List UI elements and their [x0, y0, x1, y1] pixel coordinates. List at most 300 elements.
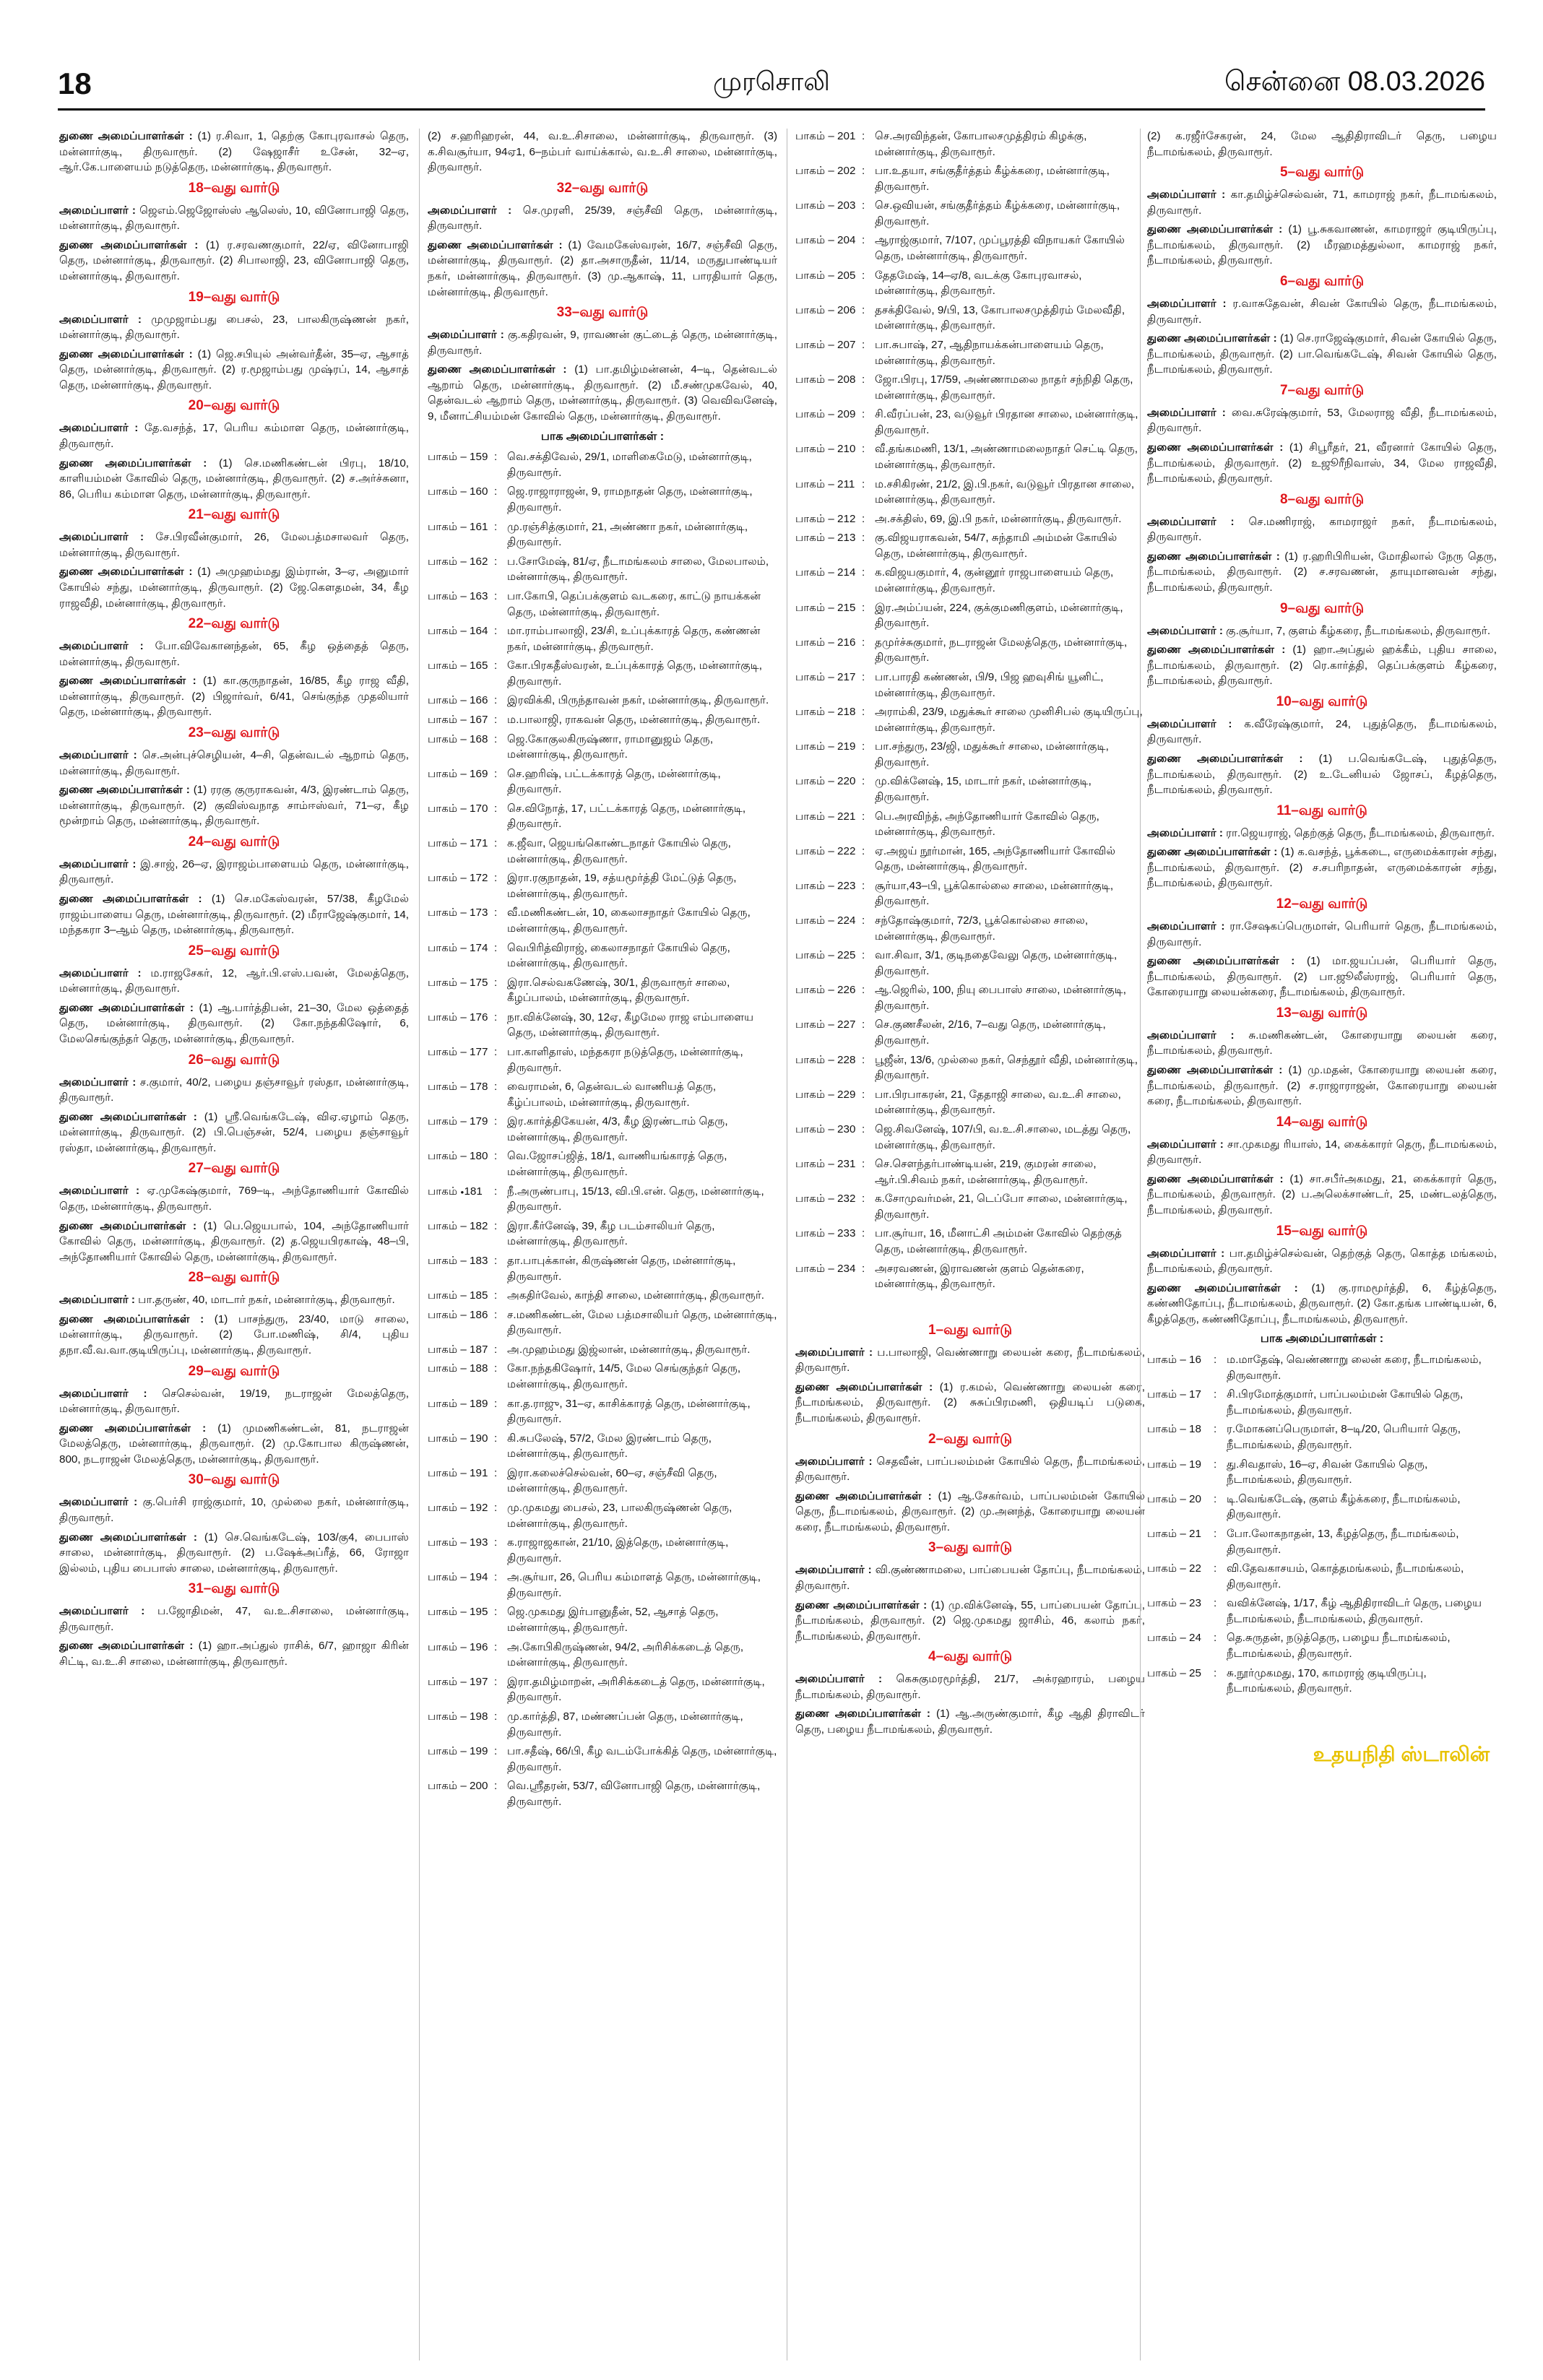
organizer-label: அமைப்பாளர் : — [1147, 297, 1227, 310]
booth-separator: : — [1214, 1597, 1217, 1610]
booth-entry: ஜெ.ராஜாராஜன், 9, ராமநாதன் தெரு, மன்னார்குடி, திருவாரூர். — [507, 485, 753, 514]
booth-row — [428, 1674, 777, 1705]
booth-number: பாகம் – 185 — [428, 1289, 488, 1302]
booth-separator: : — [1214, 1354, 1217, 1367]
entry-text: (1) கு.ராமமூர்த்தி, 6, கீழ்த்தெரு, கண்ணிதோப்பு, நீடாமங்கலம், திருவாரூர். (2) கோ.தங்க பாண்டியன், 6, கீழத்தெரு, கண்ணிதோப்பு, நீடாமங்கலம், திருவாரூர். — [1147, 1281, 1497, 1325]
organizer-label: அமைப்பாளர் : — [1147, 515, 1235, 528]
column-4 — [1147, 129, 1497, 2360]
entry — [1147, 1063, 1497, 1109]
booth-separator: : — [494, 732, 498, 745]
booth-separator: : — [494, 1502, 498, 1515]
booth-row — [795, 233, 1145, 264]
entry-text: சு.மணிகண்டன், கோரையாறு லையன் கரை, நீடாமங்கலம், திருவாரூர். — [1147, 1029, 1497, 1057]
booth-row — [428, 1148, 777, 1180]
booth-separator: : — [862, 512, 865, 525]
booth-number: பாகம் – 17 — [1147, 1388, 1201, 1401]
entry — [59, 312, 409, 343]
ward-heading: 27–வது வார்டு — [188, 1161, 280, 1177]
deputy-organizers-label: துணை அமைப்பாளர்கள் : — [59, 347, 193, 360]
booth-entry: வைராமன், 6, தென்வடல் வாணியத் தெரு, கீழ்ப்பாலம், மன்னார்குடி, திருவாரூர். — [507, 1081, 717, 1109]
booth-row — [795, 337, 1145, 368]
deputy-organizers-label: துணை அமைப்பாளர்கள் : — [1147, 441, 1284, 454]
ward-heading: 5–வது வார்டு — [1279, 165, 1365, 181]
deputy-organizers-label: துணை அமைப்பாளர்கள் : — [59, 456, 207, 469]
booth-separator: : — [862, 1193, 865, 1206]
entry-text: ப.ஜோதிமன், 47, வ.உ.சிசாலை, மன்னார்குடி, திருவாரூர். — [59, 1605, 409, 1633]
booth-number: பாகம் – 192 — [428, 1502, 488, 1515]
booth-entry: பா.சூர்யா, 16, மீனாட்சி அம்மன் கோவில் தெற்குத் தெரு, மன்னார்குடி, திருவாரூர். — [875, 1227, 1122, 1255]
entry — [59, 564, 409, 611]
entry-text: கு.கதிரவன், 9, ராவணன் குட்டைத் தெரு, மன்னார்குடி, திருவாரூர். — [428, 329, 777, 357]
booth-number: பாகம் – 183 — [428, 1254, 488, 1267]
booth-row — [795, 1261, 1145, 1292]
organizer-label: அமைப்பாளர் : — [59, 1496, 138, 1509]
entry — [59, 129, 409, 176]
entry-text: செசெல்வன், 19/19, நடராஜன் மேலத்தெரு, மன்னார்குடி, திருவாரூர். — [59, 1387, 409, 1416]
ward-heading: 1–வது வார்டு — [928, 1322, 1013, 1338]
booth-number: பாகம் – 216 — [795, 636, 856, 649]
entry — [795, 1562, 1145, 1593]
deputy-organizers-label: துணை அமைப்பாளர்கள் : — [1147, 846, 1278, 859]
booth-number: பாகம் – 180 — [428, 1150, 488, 1163]
booth-row — [428, 1744, 777, 1775]
booth-number: பாகம் – 23 — [1147, 1597, 1201, 1610]
booth-number: பாகம் – 205 — [795, 269, 856, 282]
booth-separator: : — [494, 941, 498, 954]
booth-entry: செ.விநோத், 17, பட்டக்காரத் தெரு, மன்னார்குடி, திருவாரூர். — [507, 802, 746, 831]
booth-row — [1147, 1666, 1497, 1697]
booth-row — [795, 565, 1145, 596]
booth-entry: ஆராஜ்குமார், 7/107, முப்பூரத்தி விநாயகர் கோயில் தெரு, மன்னார்குடி, திருவாரூர். — [875, 234, 1125, 263]
entry-text: (1) ர.கமல், வெண்ணாறு லையன் கரை, நீடாமங்கலம், திருவாரூர். (2) சுசுப்பிரமணி, ஒதியடிப் படுகை, நீடாமங்கலம், திருவாரூர். — [795, 1380, 1145, 1425]
section-heading: பாக அமைப்பாளர்கள் : — [1260, 1333, 1384, 1346]
booth-number: பாகம் – 177 — [428, 1045, 488, 1058]
booth-row — [1147, 1596, 1497, 1627]
booth-entry: இர.அம்ப்யன், 224, குக்குமணிகுளம், மன்னார்குடி, திருவாரூர். — [875, 601, 1123, 630]
booth-row — [795, 268, 1145, 299]
booth-row — [428, 1079, 777, 1110]
booth-entry: நா.விக்னேஷ், 30, 12ஏ, கீழமேல ராஜ எம்பாளைய தெரு, மன்னார்குடி, திருவாரூர். — [507, 1011, 754, 1039]
booth-separator: : — [862, 373, 865, 386]
column-1 — [59, 129, 409, 2360]
booth-row — [428, 1253, 777, 1284]
booth-separator: : — [494, 1362, 498, 1375]
booth-row — [428, 801, 777, 832]
entry-text: (1) ஹா.அப்துல் ஹக்கீம், புதிய சாலை, நீடாமங்கலம், திருவாரூர். (2) ரெ.கார்த்தி, தெப்பக்குளம் கீழ்கரை, நீடாமங்கலம், திருவாரூர். — [1147, 644, 1497, 688]
organizer-label: அமைப்பாளர் : — [59, 204, 136, 217]
booth-row — [795, 372, 1145, 403]
booth-separator: : — [494, 1045, 498, 1058]
entry — [59, 1386, 409, 1417]
entry — [1147, 296, 1497, 327]
ward-heading: 25–வது வார்டு — [188, 943, 280, 959]
booth-separator: : — [862, 949, 865, 962]
entry-text: ம.ராஜசேகர், 12, ஆர்.பி.எஸ்.பவன், மேலத்தெரு, மன்னார்குடி, திருவாரூர். — [59, 966, 409, 995]
booth-entry: இரா.கலைச்செல்வன், 60–ஏ, சஞ்சீவி தெரு, மன்னார்குடி, திருவாரூர். — [507, 1466, 717, 1495]
entry — [59, 1604, 409, 1635]
booth-number: பாகம் – 214 — [795, 566, 856, 579]
ward-heading: 2–வது வார்டு — [928, 1431, 1013, 1447]
entry — [59, 1292, 409, 1308]
booth-entry: வெபிரித்விராஜ், கைலாசநாதர் கோயில் தெரு, மன்னார்குடி, திருவாரூர். — [507, 941, 730, 970]
booth-entry: ர.மோகனப்பெருமாள், 8–டி/20, பெரியார் தெரு, நீடாமங்கலம், திருவாரூர். — [1227, 1423, 1461, 1452]
booth-number: பாகம் – 222 — [795, 844, 856, 857]
ward-heading: 21–வது வார்டு — [188, 507, 280, 523]
entry — [428, 238, 777, 300]
booth-row — [428, 766, 777, 797]
booth-separator: : — [494, 1115, 498, 1128]
booth-number: பாகம் – 168 — [428, 732, 488, 745]
booth-separator: : — [494, 1081, 498, 1094]
booth-number: பாகம் – 231 — [795, 1158, 856, 1171]
booth-number: பாகம் – 186 — [428, 1308, 488, 1321]
booth-separator: : — [862, 810, 865, 823]
booth-number: பாகம் – 176 — [428, 1011, 488, 1024]
booth-number: பாகம் – 233 — [795, 1227, 856, 1240]
deputy-organizers-label: துணை அமைப்பாளர்கள் : — [1147, 332, 1277, 345]
booth-row — [795, 477, 1145, 508]
booth-entry: க.சோமுவர்மன், 21, டெப்போ சாலை, மன்னார்குடி, திருவாரூர். — [875, 1193, 1128, 1221]
booth-entry: ம.மாதேஷ், வெண்ணாறு லைன் கரை, நீடாமங்கலம், திருவாரூர். — [1227, 1354, 1482, 1382]
entry-text: வி.குண்ணாமலை, பாப்பையன் தோப்பு, நீடாமங்கலம், திருவாரூர். — [795, 1564, 1145, 1592]
organizer-label: அமைப்பாளர் : — [1147, 189, 1226, 202]
booth-entry: கி.சுபலேஷ், 57/2, மேல இரண்டாம் தெரு, மன்னார்குடி, திருவாரூர். — [507, 1432, 712, 1461]
entry-text: வை.சுரேஷ்குமார், 53, மேலராஜ வீதி, நீடாமங்கலம், திருவாரூர். — [1147, 406, 1497, 435]
organizer-label: அமைப்பாளர் : — [1147, 406, 1226, 419]
ward-heading: 32–வது வார்டு — [556, 180, 649, 196]
booth-row — [1147, 1387, 1497, 1418]
entry — [795, 1671, 1145, 1702]
entry-text: ர.வாசுதேவன், சிவன் கோயில் தெரு, நீடாமங்கலம், திருவாரூர். — [1147, 297, 1497, 326]
ward-heading: 7–வது வார்டு — [1279, 382, 1365, 398]
booth-number: பாகம் – 221 — [795, 810, 856, 823]
booth-entry: பா.காளிதாஸ், மந்தகரா நடுத்தெரு, மன்னார்குடி, திருவாரூர். — [507, 1045, 743, 1074]
booth-number: பாகம் – 171 — [428, 837, 488, 850]
booth-separator: : — [862, 984, 865, 997]
booth-entry: செ.குணசீலன், 2/16, 7–வது தெரு, மன்னார்குடி, திருவாரூர். — [875, 1018, 1106, 1047]
booth-number: பாகம் – 160 — [428, 485, 488, 498]
booth-separator: : — [494, 625, 498, 638]
booth-number: பாகம் – 167 — [428, 714, 488, 726]
booth-entry: அ.முஹம்மது இஜ்லான், மன்னார்குடி, திருவாரூர். — [507, 1343, 751, 1356]
organizer-label: அமைப்பாளர் : — [59, 422, 139, 435]
booth-row — [1147, 1492, 1497, 1523]
deputy-organizers-label: துணை அமைப்பாளர்கள் : — [1147, 955, 1295, 968]
booth-entry: செ.அரவிந்தன், கோபாலசமுத்திரம் கிழக்கு, மன்னார்குடி, திருவாரூர். — [875, 130, 1087, 158]
booth-number: பாகம் – 232 — [795, 1193, 856, 1206]
organizer-label: அமைப்பாளர் : — [795, 1346, 873, 1359]
booth-number: பாகம் – 175 — [428, 976, 488, 989]
entry — [1147, 919, 1497, 950]
booth-entry: கோ.பிரகதீஸ்வரன், உப்புக்காரத் தெரு, மன்னார்குடி, திருவாரூர். — [507, 659, 763, 688]
entry-text: முமுஜாம்பது பைசல், 23, பாலகிருஷ்ணன் நகர், மன்னார்குடி, திருவாரூர். — [59, 313, 409, 342]
booth-separator: : — [862, 775, 865, 788]
booth-number: பாகம் – 193 — [428, 1536, 488, 1549]
booth-row — [428, 554, 777, 585]
booth-number: பாகம் – 215 — [795, 601, 856, 614]
booth-separator: : — [494, 1308, 498, 1321]
entry — [59, 1075, 409, 1106]
booth-separator: : — [1214, 1632, 1217, 1645]
booth-separator: : — [862, 1227, 865, 1240]
booth-number: பாகம் – 173 — [428, 906, 488, 919]
booth-number: பாகம் – 165 — [428, 659, 488, 672]
ward-heading: 28–வது வார்டு — [188, 1270, 280, 1286]
booth-number: பாகம் – 218 — [795, 706, 856, 719]
ward-heading: 24–வது வார்டு — [188, 834, 280, 849]
booth-separator: : — [862, 408, 865, 421]
deputy-organizers-label: துணை அமைப்பாளர்கள் : — [59, 566, 193, 579]
booth-number: பாகம் – 224 — [795, 914, 856, 927]
ward-heading: 14–வது வார்டு — [1276, 1114, 1368, 1130]
booth-separator: : — [1214, 1666, 1217, 1679]
booth-entry: வீ.மணிகண்டன், 10, கைலாசநாதர் கோயில் தெரு, மன்னார்குடி, திருவாரூர். — [507, 906, 751, 935]
booth-number: பாகம் – 226 — [795, 984, 856, 997]
booth-number: பாகம் – 195 — [428, 1606, 488, 1619]
booth-entry: ம.பாலாஜி, ராகவன் தெரு, மன்னார்குடி, திருவாரூர். — [507, 714, 761, 726]
entry-text: கா.தமிழ்ச்செல்வன், 71, காமராஜ் நகர், நீடாமங்கலம், திருவாரூர். — [1147, 189, 1497, 217]
entry — [59, 1109, 409, 1156]
booth-number: பாகம் – 206 — [795, 303, 856, 316]
booth-separator: : — [494, 555, 498, 568]
deputy-organizers-label: துணை அமைப்பாளர்கள் : — [59, 1312, 204, 1325]
entry — [428, 362, 777, 424]
booth-row — [1147, 1457, 1497, 1488]
booth-row — [428, 1570, 777, 1601]
booth-row — [428, 712, 777, 728]
booth-entry: செ.சௌந்தர்பாண்டியன், 219, குமரன் சாலை, ஆர்.பி.சிவம் நகர், மன்னார்குடி, திருவாரூர். — [875, 1158, 1097, 1186]
booth-row — [795, 844, 1145, 875]
booth-separator: : — [862, 670, 865, 683]
page-header — [0, 0, 1543, 108]
entry — [1147, 1246, 1497, 1277]
booth-entry: தா.பாபுக்கான், கிருஷ்ணன் தெரு, மன்னார்குடி, திருவாரூர். — [507, 1254, 736, 1283]
booth-row — [428, 1500, 777, 1531]
newspaper-name: முரசொலி — [713, 66, 830, 96]
booth-separator: : — [862, 636, 865, 649]
entry — [59, 1494, 409, 1526]
booth-row — [428, 1466, 777, 1497]
booth-entry: வா.சிவா, 3/1, குடிநதைவேலு தெரு, மன்னார்குடி, திருவாரூர். — [875, 949, 1118, 977]
page-number: 18 — [58, 66, 92, 100]
booth-row — [795, 982, 1145, 1013]
entry-continuation: (2) க.ரஜீர்சேகரன், 24, மேல ஆதிதிராவிடர் தெரு, பழைய நீடாமங்கலம், திருவாரூர். — [1147, 130, 1497, 158]
entry-text: (1) ர.சிவா, 1, தெற்கு கோபுரவாசல் தெரு, மன்னார்குடி, திருவாரூர். (2) ஷேஜாசீர் உசேன், 32–ஏ, ஆர்.கே.பாளையம் நடுத்தெரு, மன்னார்குடி, திருவாரூர். — [59, 130, 409, 174]
booth-row — [795, 774, 1145, 805]
booth-number: பாகம் – 19 — [1147, 1458, 1201, 1471]
ward-heading: 10–வது வார்டு — [1276, 693, 1368, 709]
entry-text: (1) பெ.ஜெயபால், 104, அந்தோணியார் கோவில் தெரு, மன்னார்குடி, திருவாரூர். (2) த.ஜெயபிரகாஷ், 48–பி, அந்தோணியார் கோவில் தெரு, மன்னார்குடி, திருவாரூர். — [59, 1219, 409, 1263]
deputy-organizers-label: துணை அமைப்பாளர்கள் : — [59, 1640, 194, 1653]
entry — [59, 420, 409, 451]
organizer-label: அமைப்பாளர் : — [1147, 717, 1232, 730]
booth-number: பாகம் – 174 — [428, 941, 488, 954]
booth-separator: : — [862, 1158, 865, 1171]
booth-separator: : — [862, 914, 865, 927]
deputy-organizers-label: துணை அமைப்பாளர்கள் : — [1147, 753, 1303, 765]
organizer-label: அமைப்பாளர் : — [795, 1564, 872, 1577]
booth-separator: : — [494, 1011, 498, 1024]
entry — [1147, 1028, 1497, 1059]
booth-entry: இரா.தமிழ்மாறன், அரிசிக்கடைத் தெரு, மன்னார்குடி, திருவாரூர். — [507, 1675, 765, 1704]
booth-row — [428, 940, 777, 972]
booth-row — [428, 693, 777, 709]
entry-text: க.வீரேஷ்குமார், 24, புதுத்தெரு, நீடாமங்கலம், திருவாரூர். — [1147, 717, 1497, 746]
booth-number: பாகம் – 163 — [428, 589, 488, 602]
ward-heading: 8–வது வார்டு — [1279, 491, 1365, 507]
booth-separator: : — [494, 1254, 498, 1267]
booth-number: பாகம் – 203 — [795, 199, 856, 212]
booth-number: பாகம் – 202 — [795, 165, 856, 178]
deputy-organizers-label: துணை அமைப்பாளர்கள் : — [795, 1708, 930, 1721]
section-heading: பாக அமைப்பாளர்கள் : — [540, 430, 665, 443]
entry — [59, 857, 409, 888]
booth-row — [428, 905, 777, 936]
booth-number: பாகம் – 210 — [795, 443, 856, 456]
booth-entry: கு.விஜயராகவன், 54/7, சுந்தாமி அம்மன் கோயில் தெரு, மன்னார்குடி, திருவாரூர். — [875, 532, 1118, 560]
deputy-organizers-label: துணை அமைப்பாளர்கள் : — [1147, 550, 1280, 563]
organizer-label: அமைப்பாளர் : — [428, 329, 504, 342]
columns-area — [0, 129, 1543, 2360]
booth-separator: : — [494, 1571, 498, 1584]
booth-separator: : — [494, 714, 498, 726]
booth-separator: : — [494, 1397, 498, 1410]
booth-separator: : — [862, 165, 865, 178]
deputy-organizers-label: துணை அமைப்பாளர்கள் : — [59, 1110, 197, 1123]
booth-number: பாகம் – 200 — [428, 1780, 488, 1793]
booth-number: பாகம் – 159 — [428, 451, 488, 464]
column-divider — [419, 129, 420, 2360]
booth-entry: இரா.கீர்னேஷ், 39, கீழ படம்சாலியர் தெரு, மன்னார்குடி, திருவாரூர். — [507, 1219, 715, 1248]
entry-text: செதவீன், பாப்பலம்மன் கோயில் தெரு, நீடாமங்கலம், திருவாரூர். — [795, 1455, 1145, 1484]
entry-continuation: (2) ச.ஹரிஹரன், 44, வ.உ.சிசாலை, மன்னார்குடி, திருவாரூர். (3) க.சிவசூர்யா, 94ஏ1, 6–நம்பர் வாய்க்கால், வ.உ.சி சாலை, மன்னார்குடி, திருவாரூர். — [428, 130, 777, 174]
booth-separator: : — [862, 269, 865, 282]
ward-heading: 9–வது வார்டு — [1279, 600, 1365, 616]
deputy-organizers-label: துணை அமைப்பாளர்கள் : — [1147, 1064, 1283, 1076]
entry — [1147, 953, 1497, 1000]
entry-text: (1) முமணிகண்டன், 81, நடராஜன் மேலத்தெரு, மன்னார்குடி, திருவாரூர். (2) மு.கோபால கிருஷ்ணன், 800, நடராஜன் மேலத்தெரு, மன்னார்குடி, திருவாரூர். — [59, 1421, 409, 1466]
booth-entry: கோ.நந்தகிஷோர், 14/5, மேல செங்குந்தர் தெரு, மன்னார்குடி, திருவாரூர். — [507, 1362, 741, 1390]
entry-text: (1) செ.மணிகண்டன் பிரபு, 18/10, காளியம்மன் கோவில் தெரு, மன்னார்குடி, திருவாரூர். (2) ச.அர்ச்சுனா, 86, பெரிய கம்மாள தெரு, மன்னார்குடி, திருவாரூர். — [59, 456, 409, 501]
booth-number: பாகம் – 212 — [795, 512, 856, 525]
booth-number: பாகம் – 188 — [428, 1362, 488, 1375]
booth-separator: : — [494, 906, 498, 919]
entry — [59, 1000, 409, 1047]
booth-entry: அ.சக்திஸ், 69, இ.பி நகர், மன்னார்குடி, திருவாரூர். — [875, 512, 1122, 525]
entry-text: (1) வேமகேஸ்வரன், 16/7, சஞ்சீவி தெரு, மன்னார்குடி, திருவாரூர். (2) தா.அசாருதீன், 11/14, மருதுபாண்டியர் நகர், மன்னார்குடி, திருவாரூர். (3) மு.ஆகாஷ், 11, பாரதியார் தெரு, மன்னார்குடி, திருவாரூர். — [428, 238, 777, 298]
booth-number: பாகம் – 197 — [428, 1675, 488, 1688]
booth-number: பாகம் – 169 — [428, 767, 488, 780]
column-divider — [1140, 129, 1141, 2360]
organizer-label: அமைப்பாளர் : — [59, 1076, 137, 1089]
booth-number: பாகம் – 25 — [1147, 1666, 1201, 1679]
booth-number: பாகம் – 196 — [428, 1640, 488, 1653]
booth-row — [428, 1535, 777, 1566]
entry-text: (1) செ.வெங்கடேஷ், 103/கு4, பைபாஸ் சாலை, மன்னார்குடி, திருவாரூர். (2) ப.ஷேக்அப்ரீத், 66, ரோஜா இல்லம், புதிய பைபாஸ் சாலை, மன்னார்குடி, திருவாரூர். — [59, 1531, 409, 1575]
booth-row — [428, 1288, 777, 1304]
booth-row — [428, 1604, 777, 1635]
entry-text: (1) செ.ராஜேஷ்குமார், சிவன் கோயில் தெரு, நீடாமங்கலம், திருவாரூர். (2) பா.வெங்கடேஷ், சிவன் கோயில் தெரு, நீடாமங்கலம், திருவாரூர். — [1147, 332, 1497, 376]
deputy-organizers-label: துணை அமைப்பாளர்கள் : — [1147, 644, 1286, 657]
booth-number: பாகம் – 162 — [428, 555, 488, 568]
ward-heading: 12–வது வார்டு — [1276, 896, 1368, 912]
booth-entry: அகதிர்வேல், காந்தி சாலை, மன்னார்குடி, திருவாரூர். — [507, 1289, 765, 1302]
entry-text: (1) சிபூரீதர், 21, வீரனார் கோயில் தெரு, நீடாமங்கலம், திருவாரூர். (2) உஜூரீநிவாஸ், 34, மேல ராஜவீதி, நீடாமங்கலம், திருவாரூர். — [1147, 441, 1497, 485]
entry-text: ச.குமார், 40/2, பழைய தஞ்சாவூர் ரஸ்தா, மன்னார்குடி, திருவாரூர். — [59, 1076, 409, 1104]
booth-number: பாகம் – 178 — [428, 1081, 488, 1094]
entry — [1147, 331, 1497, 378]
booth-row — [795, 530, 1145, 561]
entry — [795, 1489, 1145, 1536]
entry-text: (1) க.வசந்த், பூக்கடை, எருமைக்காரன் சந்து, நீடாமங்கலம், திருவாரூர். (2) ச.சபரிநாதன், எருமைக்காரன் சந்து, நீடாமங்கலம், திருவாரூர். — [1147, 846, 1497, 890]
booth-row — [795, 198, 1145, 229]
booth-separator: : — [1214, 1562, 1217, 1575]
entry — [59, 203, 409, 234]
booth-row — [428, 836, 777, 867]
booth-separator: : — [1214, 1388, 1217, 1401]
entry-text: பா.தருண், 40, மாடார் நகர், மன்னார்குடி, திருவாரூர். — [138, 1294, 395, 1307]
booth-separator: : — [1214, 1458, 1217, 1471]
booth-separator: : — [494, 1466, 498, 1479]
booth-row — [795, 1156, 1145, 1187]
booth-separator: : — [862, 199, 865, 212]
entry-text: (1) கா.குருநாதன், 16/85, கீழ ராஜ வீதி, மன்னார்குடி, திருவாரூர். (2) பிஜார்வர், 6/41, செங்குந்த முதலியார் தெரு, மன்னார்குடி, திருவாரூர். — [59, 675, 409, 719]
booth-number: பாகம் – 161 — [428, 520, 488, 533]
booth-number: பாகம் – 24 — [1147, 1632, 1201, 1645]
entry-text: செ.மணிராஜ், காமராஜர் நகர், நீடாமங்கலம், திருவாரூர். — [1147, 515, 1497, 544]
ward-heading: 15–வது வார்டு — [1276, 1223, 1368, 1239]
booth-entry: பா.பாரதி கண்ணன், பி/9, பிஜ ஹவுசிங் யூனிட், மன்னார்குடி, திருவாரூர். — [875, 670, 1104, 699]
entry — [1147, 549, 1497, 596]
entry-text: (1) செ.மகேஸ்வரன், 57/38, கீழமேல் ராஜம்பாளைய தெரு, மன்னார்குடி, திருவாரூர். (2) மீராஜேஷ்குமார், 14, மந்தகரா 3–ஆம் தெரு, மன்னார்குடி, திருவாரூர். — [59, 893, 409, 937]
booth-number: பாகம் – 20 — [1147, 1492, 1201, 1505]
booth-row — [795, 303, 1145, 334]
entry — [59, 1421, 409, 1468]
booth-separator: : — [494, 451, 498, 464]
booth-separator: : — [862, 303, 865, 316]
booth-number: பாகம் – 201 — [795, 130, 856, 142]
entry — [59, 748, 409, 779]
booth-row — [1147, 1526, 1497, 1557]
booth-entry: வெ.ஸ்ரீதரன், 53/7, வினோபாஜி தெரு, மன்னார்குடி, திருவாரூர். — [507, 1780, 761, 1808]
entry — [795, 1706, 1145, 1737]
booth-entry: இரவிக்கி, பிருந்தாவன் நகர், மன்னார்குடி, திருவாரூர். — [507, 694, 769, 707]
entry — [1147, 1172, 1497, 1219]
entry-text: ரா.சேஷகப்பெருமாள், பெரியார் தெரு, நீடாமங்கலம், திருவாரூர். — [1147, 919, 1497, 948]
organizer-label: அமைப்பாளர் : — [59, 1387, 147, 1400]
booth-separator: : — [494, 659, 498, 672]
booth-separator: : — [862, 1018, 865, 1031]
entry-text: (1) சா.சபீர்அகமது, 21, கைக்காரர் தெரு, நீடாமங்கலம், திருவாரூர். (2) ப.அலெக்சாண்டர், 25, மண்டலத்தெரு, நீடாமங்கலம், திருவாரூர். — [1147, 1172, 1497, 1217]
booth-separator: : — [862, 234, 865, 247]
booth-entry: அ.சூர்யா, 26, பெரிய கம்மாளத் தெரு, மன்னார்குடி, திருவாரூர். — [507, 1571, 761, 1599]
booth-number: பாகம் – 191 — [428, 1466, 488, 1479]
booth-entry: செ.ஹரிஷ், பட்டக்காரத் தெரு, மன்னார்குடி, திருவாரூர். — [507, 767, 721, 796]
entry — [1147, 405, 1497, 436]
entry-text: போ.விவேகானந்தன், 65, கீழ ஒத்தைத் தெரு, மன்னார்குடி, திருவாரூர். — [59, 640, 409, 668]
booth-entry: வி.தேவகாசயம், கொத்தமங்கலம், நீடாமங்கலம், திருவாரூர். — [1227, 1562, 1464, 1591]
column-3 — [795, 129, 1145, 2360]
ward-heading: 19–வது வார்டு — [188, 289, 280, 305]
ward-heading: 33–வது வார்டு — [556, 305, 649, 321]
booth-number: பாகம் – 16 — [1147, 1354, 1201, 1367]
booth-separator: : — [1214, 1492, 1217, 1505]
booth-entry: பூஜீன், 13/6, முல்லை நகர், செந்தூர் வீதி, மன்னார்குடி, திருவாரூர். — [875, 1053, 1138, 1082]
entry-text: ப.பாலாஜி, வெண்ணாறு லையன் கரை, நீடாமங்கலம், திருவாரூர். — [795, 1346, 1145, 1375]
ward-heading: 22–வது வார்டு — [188, 616, 280, 632]
booth-number: பாகம் – 228 — [795, 1053, 856, 1066]
booth-number: பாகம் – 213 — [795, 532, 856, 545]
